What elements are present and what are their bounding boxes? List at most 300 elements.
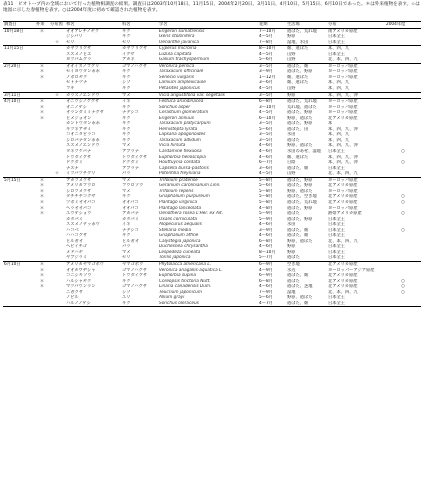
cell-habitat: 道ばた、田 (287, 126, 309, 132)
cell-habitat: 道ばた、荒れ地 (286, 99, 327, 105)
cell-new-2004: ○ (401, 149, 405, 155)
cell-japanese-name: アメリカヤマゴボウ (65, 261, 121, 267)
cell-japanese-name: ニガクサ (66, 289, 84, 295)
cell-scientific-name: Veronica persica (158, 63, 258, 69)
cell-distribution: ヨーロッパ原産 (328, 74, 358, 80)
cell-alien: ＊ (35, 261, 49, 267)
cell-japanese-name: ドクダミ (66, 160, 83, 166)
cell-scientific-name: Euphorbia helioscopia (159, 154, 206, 160)
cell-distribution: 本、四、九、沖 (327, 92, 385, 99)
cell-distribution: 本、四、九 (328, 132, 350, 138)
cell-flowering: 4〜6月 (259, 143, 273, 149)
cell-family: シソ (122, 289, 131, 295)
cell-habitat: 畑、道ばた (287, 154, 309, 160)
cell-new-2004: ○ (401, 289, 405, 295)
cell-habitat: 道ばた、野原 (287, 121, 313, 127)
cell-flowering: 3〜10月 (259, 104, 276, 110)
cell-distribution: 本、四、九、沖 (328, 160, 358, 166)
cell-distribution: 日本全土 (328, 295, 346, 301)
table-row (3, 211, 421, 217)
cell-scientific-name: Calystegia japonica (159, 238, 201, 244)
cell-alien: ＊ (39, 183, 45, 189)
cell-family: トウダイグサ (122, 154, 148, 160)
cell-flowering: 5〜6月 (259, 183, 273, 189)
cell-distribution: 熱帯アメリカ原産 (328, 211, 362, 217)
cell-habitat: 道ばた (287, 211, 300, 217)
header-date: 調査日 (3, 22, 35, 29)
cell-scientific-name: Sonchus asper (159, 104, 191, 110)
plant-survey-table (3, 21, 421, 307)
cell-distribution: 日本全土 (328, 255, 346, 261)
cell-japanese-name: カヤツリグサ (65, 46, 121, 52)
cell-scientific-name: Senecio vulgaris (159, 74, 194, 80)
cell-alien: ＊ (39, 28, 45, 34)
cell-distribution: 日本全土 (328, 244, 346, 250)
cell-habitat: 水田のあぜ、湿地 (287, 149, 321, 155)
cell-japanese-name: ノボロギク (66, 74, 88, 80)
cell-flowering: 8〜10月 (258, 46, 286, 52)
cell-habitat: 道ばた、野原 (287, 110, 313, 116)
cell-japanese-name: ハルシャギク (66, 278, 92, 284)
cell-new-2004: ○ (401, 160, 405, 166)
cell-new-2004 (385, 301, 421, 307)
cell-habitat: 水辺 (287, 267, 296, 273)
cell-japanese-name: シロバナタンポポ (66, 137, 100, 143)
cell-flowering: 3〜5月 (258, 63, 286, 69)
cell-family: キク (122, 34, 131, 40)
cell-family: キク (122, 86, 131, 92)
cell-flowering: 4〜6月 (259, 154, 273, 160)
cell-scientific-name: Capsella bursa-pastoris (159, 165, 209, 171)
cell-alien: ＊ (35, 177, 49, 183)
cell-flowering: 4〜7月 (258, 301, 286, 307)
cell-habitat: 野原、道ばた (287, 295, 313, 301)
cell-japanese-name: スズメノヒエ (66, 51, 92, 57)
cell-scientific-name: Oenothera rosea L'Her. ex Ait. (159, 211, 224, 217)
cell-family: アカバナ (122, 211, 139, 217)
cell-family: フウロソウ (122, 183, 144, 189)
cell-family: ゴマノハグサ (121, 63, 158, 69)
cell-japanese-name: コオニタビラコ (66, 132, 96, 138)
cell-japanese-name: アメリカフウロ (66, 183, 96, 189)
cell-scientific-name: Euphorbia supina (159, 273, 197, 279)
cell-japanese-name: トウダイグサ (66, 154, 92, 160)
cell-habitat: 道ばた (287, 137, 300, 143)
table-row (3, 301, 421, 307)
cell-family: バラ (122, 171, 131, 177)
cell-distribution: 日本全土 (327, 301, 385, 307)
cell-family: セリ (122, 39, 131, 45)
cell-flowering: 5〜8月 (259, 188, 273, 194)
cell-map: ☆ (49, 92, 65, 99)
cell-family: キク (122, 69, 131, 75)
cell-family: アブラナ (122, 165, 140, 171)
cell-family: ユリ (122, 295, 131, 301)
cell-habitat: 野原 (287, 244, 296, 250)
cell-habitat: 山野 (287, 57, 296, 63)
cell-flowering: 3〜5月 (258, 92, 286, 99)
cell-flowering: 6〜9月 (258, 261, 286, 267)
cell-flowering: 3〜6月 (259, 165, 273, 171)
cell-habitat: 道ばた (287, 255, 300, 261)
cell-distribution: ヨーロッパ原産 (328, 104, 358, 110)
cell-scientific-name: Torilis japonica (159, 255, 191, 261)
cell-flowering: 5〜9月 (259, 211, 273, 217)
cell-flowering: 5〜6月 (259, 126, 273, 132)
cell-family: トウダイグサ (122, 273, 148, 279)
cell-scientific-name: Gnaphalium affine (159, 233, 199, 239)
cell-flowering: 6〜8月 (259, 238, 273, 244)
cell-distribution: 本、四、九 (328, 80, 350, 86)
cell-flowering: 3〜9月 (259, 69, 273, 75)
cell-distribution: 北、本、四、九 (328, 57, 358, 63)
cell-alien: ＊ (39, 284, 45, 290)
cell-japanese-name: スズメノエンドウ (66, 143, 100, 149)
cell-scientific-name: Cardamine flexuosa (159, 149, 202, 155)
cell-family: キク (122, 132, 131, 138)
cell-scientific-name: Luzula capitata (159, 51, 192, 57)
cell-japanese-name: ヒルガオ (66, 238, 84, 244)
cell-scientific-name: Lespedeza cuneata (159, 249, 201, 255)
cell-japanese-name: セイヨウタンポポ (66, 69, 100, 75)
cell-date: 3月11日 (3, 92, 35, 99)
cell-distribution: ヨーロッパ原産 (328, 110, 358, 116)
cell-date: 6月10日 (3, 261, 35, 267)
cell-family: オオバコ (122, 199, 139, 205)
cell-flowering: 5〜8月 (259, 194, 273, 200)
cell-habitat: 道ばた、畑 (286, 301, 327, 307)
cell-flowering: 4〜6月 (259, 244, 273, 250)
cell-scientific-name: Phytolacca americana L. (158, 261, 258, 267)
cell-distribution: ヨーロッパ〜アジア原産 (328, 267, 375, 273)
cell-flowering: 4〜6月 (259, 149, 273, 155)
cell-family: キク (122, 137, 131, 143)
cell-habitat: 野原 (286, 92, 327, 99)
cell-habitat: 空き地 (286, 261, 327, 267)
cell-family: イネ (122, 222, 131, 228)
cell-habitat: 山野 (287, 51, 296, 57)
cell-flowering: 5〜6月 (259, 57, 273, 63)
cell-scientific-name: Oxalis corniculata (159, 216, 198, 222)
cell-flowering: 5〜7月 (259, 255, 273, 261)
cell-family: カタバミ (122, 216, 139, 222)
cell-flowering: 4〜6月 (259, 284, 273, 290)
cell-alien: ＊ (39, 205, 45, 211)
cell-alien: ＊ (39, 69, 45, 75)
cell-alien: ＊ (39, 74, 45, 80)
cell-family: マメ (122, 143, 131, 149)
cell-japanese-name: シロツメクサ (66, 188, 92, 194)
cell-habitat: 道ばた、空き地 (287, 194, 317, 200)
cell-alien: ＊ (39, 211, 45, 217)
cell-scientific-name: Petasites japonicus (159, 86, 200, 92)
cell-flowering: 4〜6月 (259, 222, 273, 228)
cell-habitat: 道ばた、野原 (287, 205, 313, 211)
cell-japanese-name: ツボミオオバコ (66, 199, 96, 205)
cell-date: 11月15日 (3, 46, 35, 52)
cell-flowering: 3〜9月 (259, 227, 273, 233)
cell-family: キク (122, 115, 131, 121)
cell-flowering: 3〜5月 (259, 121, 273, 127)
cell-scientific-name: Trifolium repens (159, 188, 194, 194)
cell-alien: ＊ (35, 99, 49, 105)
cell-japanese-name: マツバウンラン (66, 284, 96, 290)
cell-family: キク (122, 121, 131, 127)
cell-japanese-name: オオカワヂシャ (66, 267, 96, 273)
cell-japanese-name: オオアレチノギク (66, 28, 100, 34)
cell-family: ヤマゴボウ (121, 261, 158, 267)
cell-map (49, 301, 65, 307)
cell-family: キク (121, 301, 158, 307)
cell-japanese-name: セトナヅナ (66, 80, 88, 86)
cell-family: カヤツリグサ (121, 46, 158, 52)
cell-flowering: 5〜9月 (259, 216, 273, 222)
cell-scientific-name: Gnaphalium purpureum (159, 194, 210, 200)
cell-scientific-name: Sonchus oleraceus (158, 301, 258, 307)
cell-scientific-name: Vicia angustifolia var. segetalis (158, 92, 258, 99)
cell-flowering: 8〜10月 (259, 249, 276, 255)
cell-flowering: 7〜10月 (259, 28, 276, 34)
cell-habitat: 野原、道ばた (287, 115, 313, 121)
cell-flowering: 6〜9月 (259, 273, 273, 279)
cell-alien: ＊ (39, 278, 45, 284)
cell-distribution: 本、四、九 (327, 46, 385, 52)
cell-new-2004: ○ (401, 227, 405, 233)
cell-alien: ＊ (39, 115, 45, 121)
cell-date: 10月18日 (4, 28, 24, 34)
cell-flowering: 4〜5月 (259, 34, 273, 40)
cell-flowering: 4〜5月 (259, 51, 273, 57)
cell-family: キク (122, 28, 131, 34)
cell-habitat: 山野 (287, 86, 296, 92)
cell-japanese-name: メドハギ (66, 249, 83, 255)
cell-flowering: 4〜8月 (259, 205, 273, 211)
cell-scientific-name: Festuca arundinacea (158, 99, 258, 105)
cell-habitat: 畑、道ばた (287, 80, 309, 86)
cell-habitat: 湿地 (287, 289, 296, 295)
cell-family: セリ (122, 255, 131, 261)
cell-distribution: 北アメリカ原産 (328, 273, 358, 279)
cell-family: ナデシコ (122, 227, 139, 233)
cell-family: キク (122, 126, 131, 132)
cell-scientific-name: Plantago virginica (159, 199, 198, 205)
cell-distribution: 日本全土 (328, 39, 346, 45)
cell-distribution: 本 (328, 121, 333, 127)
cell-japanese-name: ヒメジョオン (66, 115, 92, 121)
cell-flowering: 3〜5月 (259, 137, 273, 143)
cell-family: マメ (121, 177, 158, 183)
cell-scientific-name: Plantago lanceolata (159, 205, 202, 211)
cell-distribution: ヨーロッパ原産 (327, 177, 385, 183)
cell-japanese-name: タチチチコグサ (66, 194, 96, 200)
cell-japanese-name: ヤブジラミ (66, 255, 88, 261)
cell-scientific-name: Galium trachyspermum (159, 57, 210, 63)
cell-habitat: 道ばた、畑 (287, 227, 309, 233)
cell-japanese-name: カタバミ (66, 216, 83, 222)
cell-distribution: 北アメリカ原産 (328, 183, 358, 189)
cell-flowering: 6〜7月 (259, 160, 273, 166)
cell-distribution: 北アメリカ原産 (328, 199, 358, 205)
cell-new-2004: ○ (401, 284, 405, 290)
cell-habitat: 道ばた、畑 (286, 63, 327, 69)
header-2004: 2004年度 (385, 22, 421, 29)
cell-japanese-name: キツネアザミ (66, 126, 92, 132)
cell-distribution: ヨーロッパ原産 (327, 63, 385, 69)
cell-scientific-name: Duchesnea chrysantha (159, 244, 208, 250)
cell-flowering: 5〜8月 (259, 199, 273, 205)
cell-distribution: 北、本、四、九 (328, 238, 358, 244)
header-map: 分布図 (49, 22, 65, 29)
cell-family: ドクダミ (122, 160, 139, 166)
cell-habitat: 日陰 (287, 160, 296, 166)
cell-habitat: 道ばた、畑 (287, 233, 309, 239)
cell-japanese-name: ジシバリ (66, 34, 83, 40)
cell-distribution: ヨーロッパ原産 (327, 99, 385, 105)
cell-flowering: 4〜5月 (259, 110, 273, 116)
cell-japanese-name: オオイヌノフグリ (65, 63, 121, 69)
cell-flowering: 7〜8月 (259, 39, 273, 45)
cell-flowering: 4〜6月 (259, 233, 273, 239)
cell-distribution: ヨーロッパ原産 (328, 188, 358, 194)
cell-japanese-name: ハハコグサ (66, 233, 88, 239)
cell-scientific-name: Erigeron annuus (159, 115, 194, 121)
cell-habitat: 山野 (287, 171, 296, 177)
cell-flowering: 3〜5月 (259, 132, 273, 138)
cell-habitat: 道ばた、野原 (286, 177, 327, 183)
cell-family: キク (122, 104, 131, 110)
cell-distribution: 北、本、四、九 (328, 289, 358, 295)
cell-japanese-name: フキ (66, 86, 75, 92)
cell-distribution: 本、四、九、沖 (328, 154, 358, 160)
cell-alien: ＊ (39, 188, 45, 194)
cell-distribution: 日本全土 (328, 34, 346, 40)
cell-scientific-name: Lapsana apogonoides (159, 132, 206, 138)
cell-scientific-name: Hemistepta lyrata (159, 126, 198, 132)
cell-habitat: 水田 (287, 222, 296, 228)
cell-japanese-name: コニシキソウ (66, 273, 92, 279)
cell-scientific-name: Trifolium pratense (158, 177, 258, 183)
header-flowering: 花期 (258, 22, 286, 29)
cell-distribution: 北アメリカ原産 (328, 115, 358, 121)
cell-japanese-name: スズメノテッポウ (66, 222, 100, 228)
cell-habitat: 畑、道ばた (286, 46, 327, 52)
cell-japanese-name: ヨツバムグラ (66, 57, 92, 63)
cell-family: ゴマノハグサ (122, 267, 148, 273)
cell-family: イネ (121, 99, 158, 105)
cell-new-2004: ○ (401, 278, 405, 284)
cell-new-2004: ○ (401, 194, 405, 200)
cell-family: キク (122, 278, 131, 284)
cell-distribution: 本、四、九 (328, 137, 350, 143)
table-body (3, 28, 421, 307)
cell-habitat: 野原 (287, 34, 296, 40)
cell-distribution: 日本全土 (328, 216, 346, 222)
cell-map: ☆ (55, 39, 59, 45)
cell-japanese-name: ナズナ (66, 165, 79, 171)
cell-japanese-name: ヘラオオバコ (66, 205, 92, 211)
cell-scientific-name: Geranium carolinianum Linn. (159, 183, 221, 189)
cell-distribution: 北アメリカ原産 (328, 284, 358, 290)
cell-distribution: 日本全土 (328, 149, 346, 155)
cell-flowering: 4〜5月 (259, 86, 273, 92)
cell-habitat: 道ばた、荒れ地 (287, 199, 317, 205)
cell-japanese-name: ハルノノゲシ (65, 301, 121, 307)
cell-scientific-name: Stellaria media (159, 227, 192, 233)
header-alien: 外来 (35, 22, 49, 29)
cell-distribution: 本、四、九、沖 (328, 143, 358, 149)
cell-habitat: 道ばた (287, 278, 300, 284)
cell-family: イグサ (122, 51, 135, 57)
cell-date: 4月10日 (3, 99, 35, 105)
cell-japanese-name: オニウシノケグサ (65, 99, 121, 105)
cell-habitat: 道ばた、畑 (287, 273, 309, 279)
cell-habitat: 野原、道ばた (287, 188, 313, 194)
cell-habitat: 野原、道ばた (287, 238, 313, 244)
cell-distribution: ヨーロッパ原産 (328, 69, 358, 75)
cell-new-2004: ○ (401, 199, 405, 205)
cell-family: キク (122, 194, 131, 200)
cell-scientific-name: Erigeron sumatrensis (159, 28, 205, 34)
header-family: 科名 (121, 22, 158, 29)
cell-japanese-name: オニノゲシ (66, 104, 87, 110)
cell-distribution: 本、四、九、沖 (328, 126, 358, 132)
cell-flowering: 4〜5月 (259, 171, 273, 177)
cell-japanese-name: ヘビイチゴ (66, 244, 87, 250)
cell-scientific-name: Oenanthe javanica (159, 39, 199, 45)
cell-scientific-name: Taraxacum officinale (159, 69, 204, 75)
cell-family: ゴマノハグサ (122, 284, 148, 290)
cell-flowering: 4〜9月 (259, 267, 273, 273)
cell-alien: ＊ (39, 273, 45, 279)
cell-japanese-name: タネツケバナ (66, 149, 92, 155)
cell-habitat: 水田 (287, 132, 296, 138)
cell-family: アブラナ (122, 149, 140, 155)
cell-japanese-name: ユウゲショウ (66, 211, 92, 217)
cell-habitat: 湿地、水田 (287, 39, 309, 45)
cell-alien: ＊ (39, 110, 45, 116)
cell-habitat: 道ばた、芝地 (287, 284, 313, 290)
cell-scientific-name: Taraxacum platycarpum (159, 121, 211, 127)
cell-distribution: 日本全土 (328, 165, 346, 171)
header-scientific-name: 学名 (158, 22, 258, 29)
cell-family: ヒルガオ (122, 238, 140, 244)
cell-japanese-name: アカツメクサ (65, 177, 121, 183)
cell-flowering: 7〜9月 (259, 289, 273, 295)
cell-scientific-name: Vicia hirsuta (159, 143, 186, 149)
cell-family: ナデシコ (122, 110, 139, 116)
cell-scientific-name: Cerastium glomeratum (159, 110, 209, 116)
cell-date: 5月15日 (3, 177, 35, 183)
cell-family: キク (122, 233, 131, 239)
cell-family: マメ (122, 188, 131, 194)
cell-alien: ＊ (39, 194, 45, 200)
cell-alien: ＊ (39, 104, 45, 110)
cell-scientific-name: Cyperus microiria (158, 46, 258, 52)
cell-distribution: 本、四、九 (328, 86, 350, 92)
cell-distribution: 北アメリカ原産 (328, 194, 358, 200)
cell-flowering: 5〜6月 (259, 295, 273, 301)
cell-habitat: 道ばた、荒れ地 (287, 28, 317, 34)
cell-family: オオバコ (122, 205, 139, 211)
cell-distribution: ヨーロッパ原産 (328, 205, 358, 211)
cell-distribution: 日本全土 (328, 227, 346, 233)
cell-alien: ＊ (39, 199, 45, 205)
cell-distribution: 南アメリカ原産 (328, 28, 358, 34)
cell-family: マメ (122, 249, 131, 255)
cell-japanese-name: ノビル (66, 295, 79, 301)
cell-scientific-name: Taraxacum albidum (159, 137, 201, 143)
cell-family: シソ (122, 80, 131, 86)
